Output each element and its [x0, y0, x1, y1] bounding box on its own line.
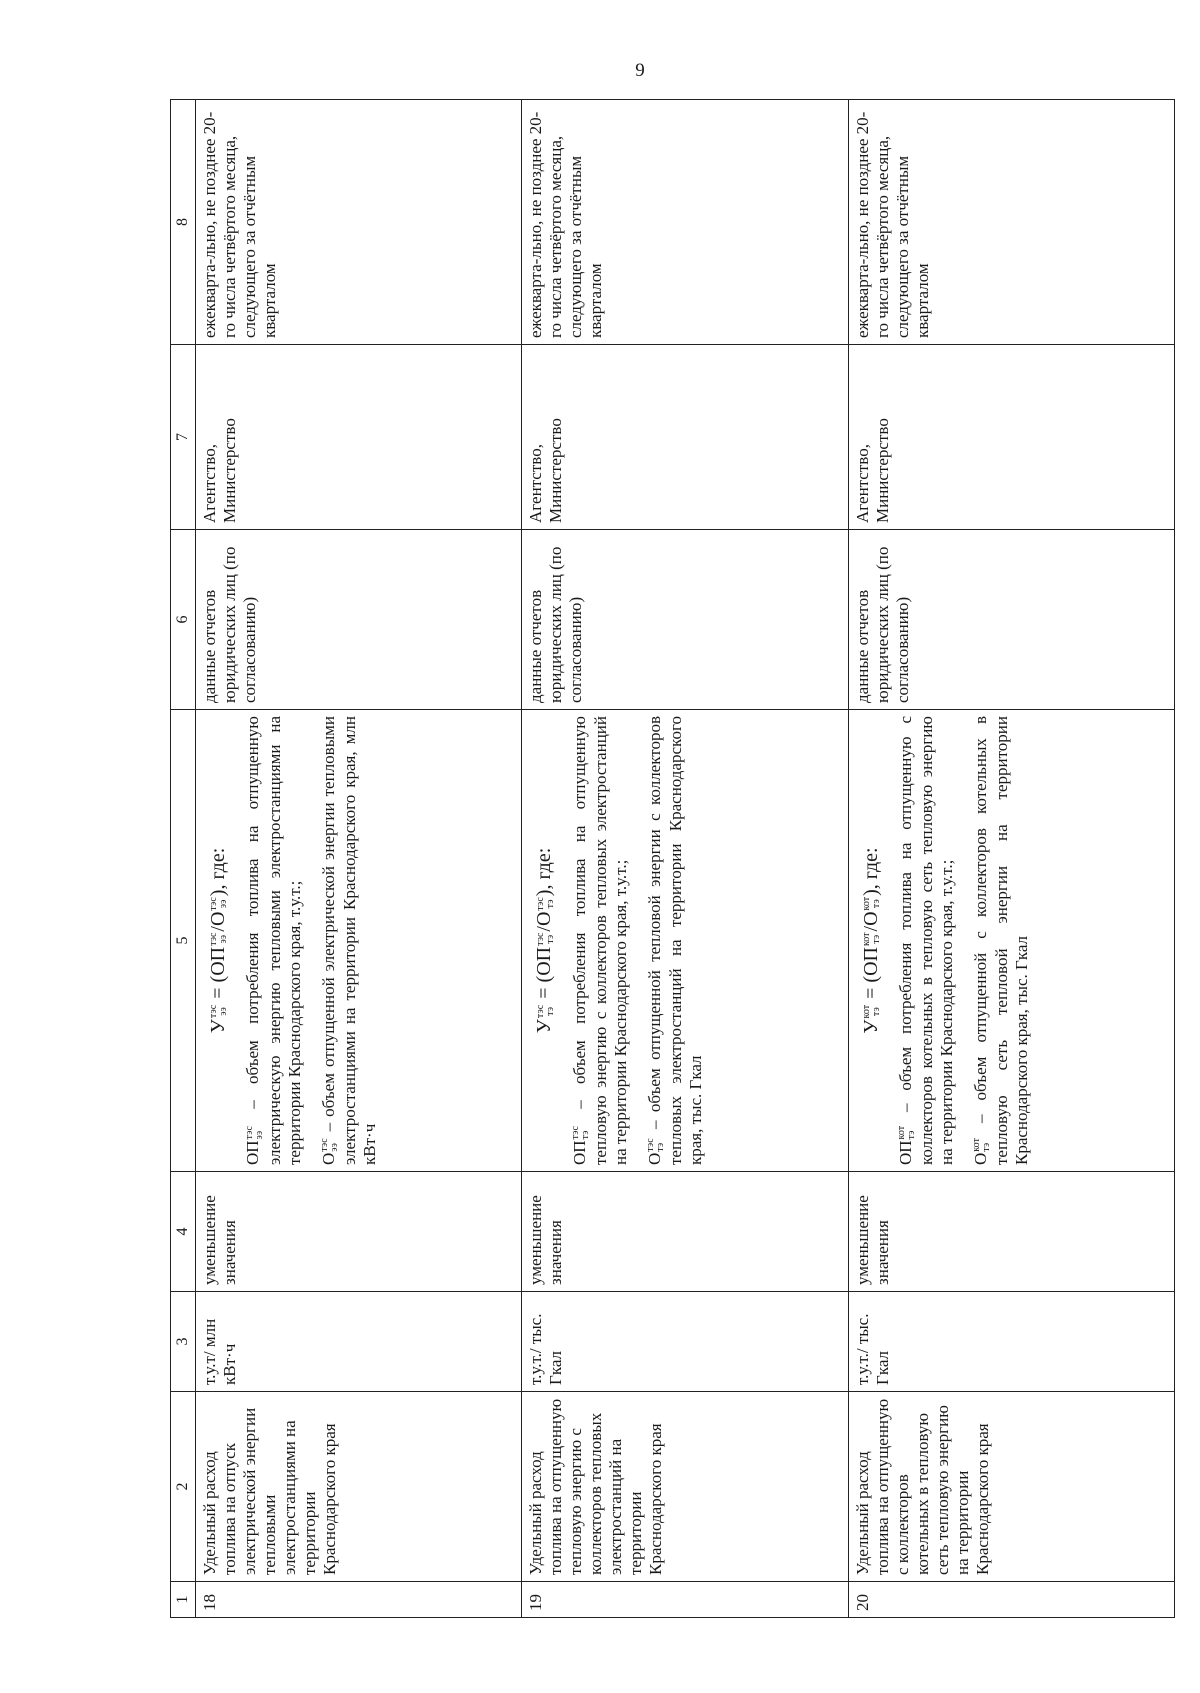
def-index [897, 1126, 917, 1140]
sub-text: тэ [871, 899, 883, 909]
sup-text: тэс [569, 1126, 581, 1140]
table-row [522, 100, 848, 1618]
sub-text: ээ [218, 1007, 230, 1016]
trend-cell: уменьшение значения [522, 1172, 848, 1292]
sub-text: тэ [654, 1142, 666, 1152]
formula-symbol: У [207, 1019, 229, 1034]
formula-part: /О [207, 911, 229, 932]
formula-part: ), где: [859, 847, 882, 896]
def-index [646, 1138, 666, 1151]
definition-1 [570, 716, 631, 1165]
formula-part: ), где: [533, 847, 556, 897]
definition-2 [645, 716, 706, 1165]
def-index [571, 1126, 591, 1139]
def-symbol: ОП [243, 1140, 263, 1165]
definition-2 [319, 716, 380, 1165]
sub-text: ээ [218, 899, 230, 909]
row-number: 20 [848, 1582, 1174, 1618]
sup-text: тэс [534, 897, 546, 911]
col-header: 1 [171, 1582, 196, 1618]
sub-text: ээ [218, 934, 230, 944]
sup-text: тэс [534, 1004, 546, 1019]
def-text: – объем отпущенной с коллекторов котельных в тепловую сеть тепловой энергии на территории Краснодарского края, тыс. Гкал [971, 716, 1032, 1165]
formula-cell [196, 710, 522, 1172]
sub-text: тэ [981, 1142, 993, 1152]
sub-text: ээ [328, 1143, 340, 1152]
responsible-cell: Агентство, Министерство [848, 345, 1174, 530]
def-index [245, 1126, 265, 1139]
sub-text: тэ [871, 934, 883, 944]
sub-text: ээ [253, 1130, 265, 1140]
sup-text: кот [896, 1125, 908, 1140]
formula-index [209, 933, 229, 946]
definition-1 [243, 716, 304, 1165]
col-header: 2 [171, 1392, 196, 1582]
formula-index [209, 1005, 229, 1018]
def-index [972, 1138, 992, 1152]
col-header: 5 [171, 710, 196, 1172]
sub-text: тэ [579, 1130, 591, 1140]
indicator-name: Удельный расход топлива на отпущенную тепловую энергию с коллекторов тепловых электростанций на территории Краснодарского края [522, 1392, 848, 1582]
sup-text: тэс [534, 932, 546, 946]
def-symbol: О [971, 1152, 991, 1165]
sup-text: тэс [208, 932, 220, 946]
sup-text: тэс [208, 1004, 220, 1019]
formula-index [209, 897, 229, 910]
indicator-name: Удельный расход топлива на отпущенную с коллекторов котельных в тепловую сеть тепловую энергию на территории Краснодарского края [848, 1392, 1174, 1582]
formula-index [862, 897, 882, 911]
rotated-table-wrapper [170, 100, 1175, 1618]
def-text: – объем потребления топлива на отпущенную электрическую энергию тепловыми электростанциями на территории Краснодарского края, т.у.т.; [243, 716, 304, 1165]
formula [534, 716, 555, 1165]
sup-text: кот [861, 896, 873, 911]
sub-text: тэ [544, 934, 556, 944]
formula [208, 716, 229, 1165]
sub-text: тэ [871, 1007, 883, 1017]
source-cell: данные отчетов юридических лиц (по согласованию) [522, 530, 848, 710]
col-header: 8 [171, 100, 196, 345]
responsible-cell: Агентство, Министерство [196, 345, 522, 530]
indicator-name: Удельный расход топлива на отпуск электрической энергии тепловыми электростанциями на территории Краснодарского края [196, 1392, 522, 1582]
source-cell: данные отчетов юридических лиц (по согласованию) [848, 530, 1174, 710]
def-index [320, 1138, 340, 1151]
responsible-cell: Агентство, Министерство [522, 345, 848, 530]
sub-text: тэ [544, 1006, 556, 1016]
formula-symbol: У [533, 1019, 556, 1034]
trend-cell: уменьшение значения [848, 1172, 1174, 1292]
header-row [171, 100, 196, 1618]
def-symbol: ОП [896, 1140, 916, 1165]
table-row [196, 100, 522, 1618]
sub-text: тэ [906, 1130, 918, 1140]
col-header: 6 [171, 530, 196, 710]
unit-cell: т.у.т/ млн кВт·ч [196, 1292, 522, 1392]
unit-cell: т.у.т./ тыс. Гкал [848, 1292, 1174, 1392]
sup-text: кот [861, 932, 873, 947]
formula-cell [522, 710, 848, 1172]
sup-text: тэс [318, 1138, 330, 1152]
def-symbol: ОП [569, 1140, 589, 1165]
formula-index [536, 933, 556, 946]
trend-cell: уменьшение значения [196, 1172, 522, 1292]
sup-text: кот [861, 1004, 873, 1019]
table-row [848, 100, 1174, 1618]
unit-cell: т.у.т./ тыс. Гкал [522, 1292, 848, 1392]
def-text: – объем отпущенной электрической энергии тепловыми электростанциями на территории Краснодарского края, млн кВт·ч [318, 716, 379, 1165]
sup-text: тэс [644, 1138, 656, 1152]
definition-1 [896, 716, 957, 1165]
period-cell: ежекварта-льно, не позднее 20-го числа четвёртого месяца, следующего за отчётным кварталом [196, 100, 522, 345]
row-number: 19 [522, 1582, 848, 1618]
formula-cell [848, 710, 1174, 1172]
row-number: 18 [196, 1582, 522, 1618]
sup-text: тэс [208, 897, 220, 911]
col-header: 3 [171, 1292, 196, 1392]
source-cell: данные отчетов юридических лиц (по согласованию) [196, 530, 522, 710]
def-text: – объем отпущенной тепловой энергии с коллекторов тепловых электростанций на территории Краснодарского края, тыс. Гкал [644, 716, 705, 1165]
def-text: – объем потребления топлива на отпущенную с коллекторов котельных в тепловую сеть тепловую энергию на территории Краснодарского края, т.у.т.; [896, 716, 957, 1165]
def-text: – объем потребления топлива на отпущенную тепловую энергию с коллекторов тепловых электростанций на территории Краснодарского края, т.у.т.; [569, 716, 630, 1165]
formula-part: = (ОП [859, 947, 882, 1004]
indicators-table [170, 99, 1175, 1618]
definition-2 [971, 716, 1032, 1165]
period-cell: ежекварта-льно, не позднее 20-го числа четвёртого месяца, следующего за отчётным кварталом [848, 100, 1174, 345]
def-symbol: О [644, 1152, 664, 1165]
sub-text: тэ [544, 899, 556, 909]
sup-text: тэс [243, 1126, 255, 1140]
period-cell: ежекварта-льно, не позднее 20-го числа четвёртого месяца, следующего за отчётным кварталом [522, 100, 848, 345]
formula-index [536, 1005, 556, 1018]
formula-index [862, 932, 882, 946]
formula-part: /О [859, 911, 882, 932]
col-header: 7 [171, 345, 196, 530]
formula-part: ), где: [207, 847, 229, 897]
page-number: 9 [635, 60, 645, 81]
sup-text: кот [971, 1138, 983, 1152]
formula-part: /О [533, 911, 556, 932]
formula [861, 716, 882, 1165]
def-symbol: О [318, 1152, 338, 1165]
formula-index [536, 897, 556, 910]
formula-part: = (ОП [533, 946, 556, 1004]
col-header: 4 [171, 1172, 196, 1292]
formula-part: = (ОП [207, 946, 229, 1004]
formula-index [862, 1005, 882, 1019]
formula-symbol: У [859, 1019, 882, 1034]
